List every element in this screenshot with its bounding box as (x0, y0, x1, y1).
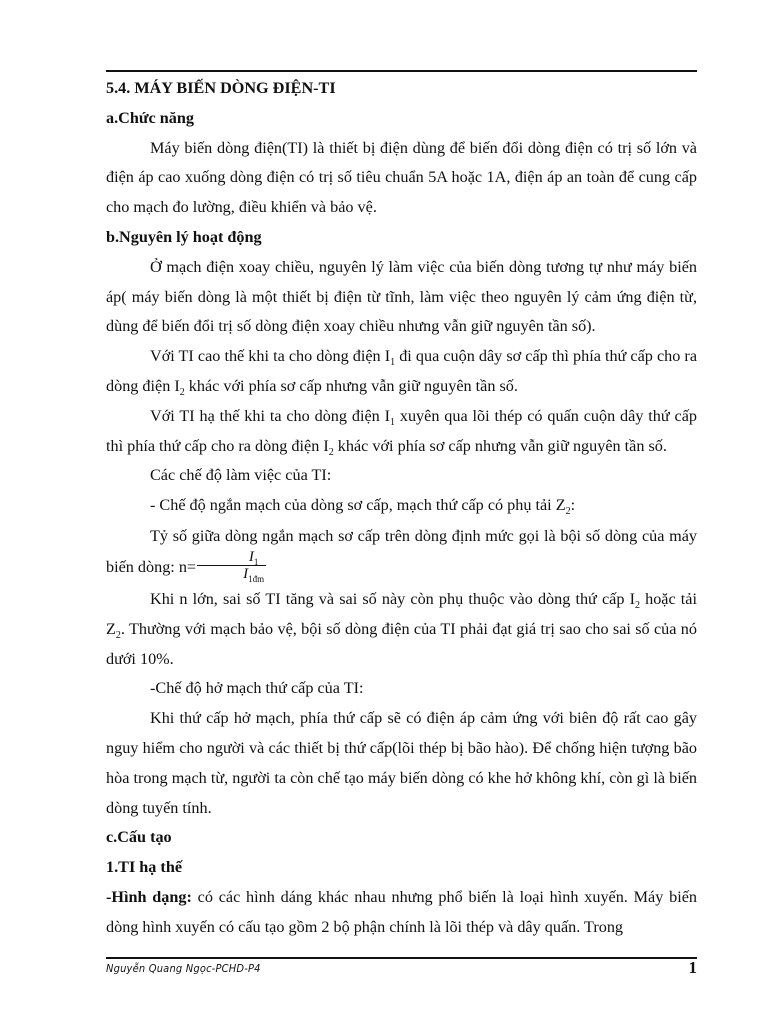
footer-author: Nguyễn Quang Ngọc-PCHD-P4 (106, 962, 261, 975)
footer-rule (106, 957, 697, 959)
page-number: 1 (688, 958, 697, 977)
paragraph-principle-1: Ở mạch điện xoay chiều, nguyên lý làm việc của biến dòng tương tự như máy biến áp( máy biến dòng là một thiết bị điện từ tĩnh, làm việc theo nguyên lý cảm ứng điện từ, dùng để biến đổi trị số dòng điện xoay chiều nhưng vẫn giữ nguyên tần số). (106, 257, 697, 336)
paragraph-ratio: Tỷ số giữa dòng ngắn mạch sơ cấp trên dòng định mức gọi là bội số dòng của máy biến dòng: n= $\frac{I_1}{I_{1đm}}$ (106, 526, 697, 584)
paragraph-open-circuit-desc: Khi thứ cấp hở mạch, phía thứ cấp sẽ có điện áp cảm ứng với biên độ rất cao gây nguy hiểm cho người và các thiết bị thứ cấp(lõi thép bị bão hào). Để chống hiện tượng bão hòa trong mạch từ, người ta còn chế tạo máy biến dòng có khe hở không khí, còn gì là biến dòng tuyến tính. (106, 709, 697, 817)
paragraph-principle-2: Với TI cao thế khi ta cho dòng điện $I_1$ đi qua cuộn dây sơ cấp thì phía thứ cấp cho ra dòng điện $I_2$ khác với phía sơ cấp nhưng vẫn giữ nguyên tần số. (106, 347, 698, 399)
subheading-low-voltage-ti: 1.TI hạ thế (106, 858, 183, 877)
document-body (106, 74, 697, 943)
paragraph-open-circuit-mode: -Chế độ hở mạch thứ cấp của TI: (150, 679, 364, 698)
paragraph-shape: -Hình dạng: có các hình dáng khác nhau nhưng phổ biến là loại hình xuyến. Máy biến dòng hình xuyến có cấu tạo gồm 2 bộ phận chính là lõi thép và dây quấn. Trong (106, 887, 697, 936)
subheading-function: a.Chức năng (106, 108, 194, 127)
section-title: 5.4. MÁY BIẾN DÒNG ĐIỆN-TI (106, 79, 336, 97)
subheading-structure: c.Cấu tạo (106, 828, 172, 847)
paragraph-function: Máy biến dòng điện(TI) là thiết bị điện dùng để biến đổi dòng điện có trị số lớn và điện áp cao xuống dòng điện có trị số tiêu chuẩn 5A hoặc 1A, điện áp an toàn để cung cấp cho mạch đo lường, điều khiển và bảo vệ. (106, 138, 697, 217)
fraction-numerator: $I_1$ (197, 549, 266, 566)
paragraph-error: Khi n lớn, sai số TI tăng và sai số này còn phụ thuộc vào dòng thứ cấp $I_2$ hoặc tải $Z_2$. Thường với mạch bảo vệ, bội số dòng điện của TI phải đạt giá trị sao cho sai số của nó dưới 10%. (106, 589, 697, 668)
shape-label: -Hình dạng: (106, 887, 192, 906)
header-rule (106, 70, 697, 72)
subheading-principle: b.Nguyên lý hoạt động (106, 227, 262, 246)
paragraph-short-circuit-mode: - Chế độ ngắn mạch của dòng sơ cấp, mạch thứ cấp có phụ tải $Z_2$: (150, 496, 576, 518)
paragraph-modes: Các chế độ làm việc của TI: (150, 466, 332, 485)
fraction-denominator: $I_{1đm}$ (243, 565, 265, 584)
ratio-fraction (197, 549, 266, 582)
paragraph-principle-3: Với TI hạ thế khi ta cho dòng điện $I_1$ xuyên qua lõi thép có quấn cuộn dây thứ cấp thì phía thứ cấp cho ra dòng điện $I_2$ khác với phía sơ cấp nhưng vẫn giữ nguyên tần số. (106, 406, 697, 458)
